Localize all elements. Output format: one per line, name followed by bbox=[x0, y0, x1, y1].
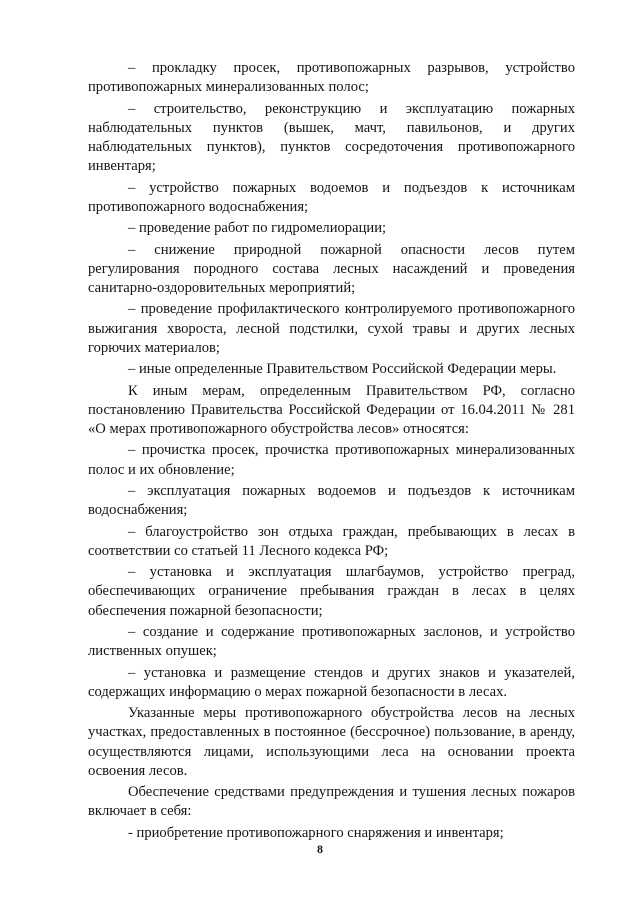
list-item: – прокладку просек, противопожарных разрывов, устройство противопожарных минерализованных полос; bbox=[88, 60, 575, 96]
list-item: – строительство, реконструкцию и эксплуатацию пожарных наблюдательных пунктов (вышек, мачт, павильонов, и других наблюдательных пунктов), пунктов сосредоточения противопожарного инвентаря; bbox=[88, 100, 575, 175]
list-item: – проведение профилактического контролируемого противопожарного выжигания хвороста, лесной подстилки, сухой травы и других лесных горючих материалов; bbox=[88, 301, 575, 356]
list-item: – снижение природной пожарной опасности лесов путем регулирования породного состава лесных насаждений и проведения санитарно-оздоровительных мероприятий; bbox=[88, 241, 575, 296]
list-item: – благоустройство зон отдыха граждан, пребывающих в лесах в соответствии со статьей 11 Лесного кодекса РФ; bbox=[88, 523, 575, 559]
list-item: – эксплуатация пожарных водоемов и подъездов к источникам водоснабжения; bbox=[88, 482, 575, 519]
list-item: – установка и эксплуатация шлагбаумов, устройство преград, обеспечивающих ограничение пребывания граждан в лесах в целях обеспечения пожарной безопасности; bbox=[88, 564, 575, 619]
list-item: – иные определенные Правительством Российской Федерации меры. bbox=[128, 361, 557, 378]
list-item: – проведение работ по гидромелиорации; bbox=[128, 220, 387, 237]
list-item: - приобретение противопожарного снаряжения и инвентаря; bbox=[128, 824, 504, 841]
list-item: – создание и содержание противопожарных заслонов, и устройство лиственных опушек; bbox=[88, 623, 575, 660]
list-item: – установка и размещение стендов и других знаков и указателей, содержащих информацию о мерах пожарной безопасности в лесах. bbox=[88, 664, 575, 700]
list-item: – устройство пожарных водоемов и подъездов к источникам противопожарного водоснабжения; bbox=[88, 179, 575, 215]
list-item: – прочистка просек, прочистка противопожарных минерализованных полос и их обновление; bbox=[88, 442, 575, 478]
body-paragraph: Обеспечение средствами предупреждения и тушения лесных пожаров включает в себя: bbox=[88, 784, 575, 820]
document-body bbox=[88, 59, 575, 845]
body-paragraph: К иным мерам, определенным Правительством РФ, согласно постановлению Правительства Российской Федерации от 16.04.2011 № 281 «О мерах противопожарного обустройства лесов» относятся: bbox=[88, 382, 575, 437]
page-number: 8 bbox=[317, 842, 323, 856]
body-paragraph: Указанные меры противопожарного обустройства лесов на лесных участках, предоставленных в постоянное (бессрочное) пользование, в аренду, осуществляются лицами, использующими леса на основании проекта освоения лесов. bbox=[88, 705, 575, 779]
